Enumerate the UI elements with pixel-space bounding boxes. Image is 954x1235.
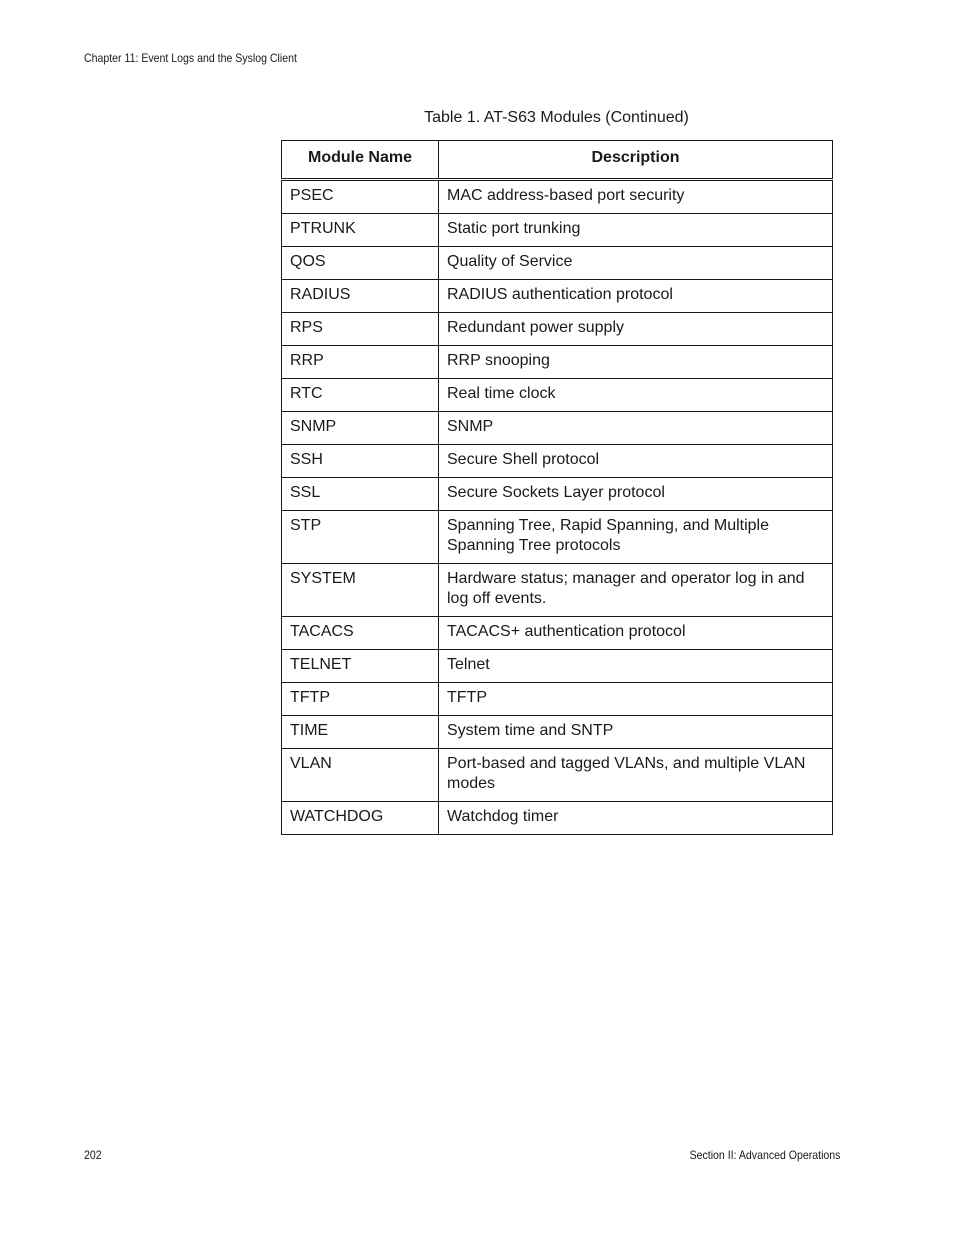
table-row xyxy=(282,179,833,213)
module-name-cell: RPS xyxy=(282,312,439,345)
column-header-module-name: Module Name xyxy=(282,141,439,180)
table-row xyxy=(282,715,833,748)
module-name-cell: SSH xyxy=(282,444,439,477)
description-cell: MAC address-based port security xyxy=(439,179,833,213)
page-number: 202 xyxy=(84,1148,102,1162)
module-name-cell: RADIUS xyxy=(282,279,439,312)
module-name-cell: TFTP xyxy=(282,682,439,715)
table-row xyxy=(282,649,833,682)
description-cell: Watchdog timer xyxy=(439,801,833,834)
module-name-cell: WATCHDOG xyxy=(282,801,439,834)
module-name-cell: PSEC xyxy=(282,179,439,213)
module-name-cell: STP xyxy=(282,510,439,563)
table-row xyxy=(282,312,833,345)
module-name-cell: SSL xyxy=(282,477,439,510)
module-name-cell: SYSTEM xyxy=(282,563,439,616)
module-name-cell: QOS xyxy=(282,246,439,279)
table-row xyxy=(282,345,833,378)
description-cell: Spanning Tree, Rapid Spanning, and Multiple Spanning Tree protocols xyxy=(439,510,833,563)
table-row xyxy=(282,748,833,801)
modules-table xyxy=(281,140,832,835)
table-row xyxy=(282,444,833,477)
module-name-cell: VLAN xyxy=(282,748,439,801)
module-name-cell: RTC xyxy=(282,378,439,411)
description-cell: Redundant power supply xyxy=(439,312,833,345)
table-row xyxy=(282,213,833,246)
description-cell: Port-based and tagged VLANs, and multiple VLAN modes xyxy=(439,748,833,801)
table-header-row xyxy=(282,141,833,180)
footer-section: Section II: Advanced Operations xyxy=(689,1148,840,1162)
table-row xyxy=(282,801,833,834)
description-cell: RADIUS authentication protocol xyxy=(439,279,833,312)
description-cell: Quality of Service xyxy=(439,246,833,279)
description-cell: System time and SNTP xyxy=(439,715,833,748)
description-cell: Hardware status; manager and operator log in and log off events. xyxy=(439,563,833,616)
column-header-description: Description xyxy=(439,141,833,180)
table-row xyxy=(282,563,833,616)
module-name-cell: SNMP xyxy=(282,411,439,444)
running-header: Chapter 11: Event Logs and the Syslog Client xyxy=(84,51,297,65)
description-cell: Telnet xyxy=(439,649,833,682)
description-cell: Secure Sockets Layer protocol xyxy=(439,477,833,510)
description-cell: Static port trunking xyxy=(439,213,833,246)
module-name-cell: TIME xyxy=(282,715,439,748)
table-caption: Table 1. AT-S63 Modules (Continued) xyxy=(424,109,689,126)
table-row xyxy=(282,510,833,563)
module-name-cell: TACACS xyxy=(282,616,439,649)
table-row xyxy=(282,616,833,649)
table-row xyxy=(282,411,833,444)
description-cell: SNMP xyxy=(439,411,833,444)
module-name-cell: RRP xyxy=(282,345,439,378)
description-cell: TFTP xyxy=(439,682,833,715)
table-row xyxy=(282,279,833,312)
table-row xyxy=(282,378,833,411)
module-name-cell: PTRUNK xyxy=(282,213,439,246)
description-cell: RRP snooping xyxy=(439,345,833,378)
table-row xyxy=(282,246,833,279)
table-row xyxy=(282,682,833,715)
table-row xyxy=(282,477,833,510)
description-cell: TACACS+ authentication protocol xyxy=(439,616,833,649)
description-cell: Real time clock xyxy=(439,378,833,411)
module-name-cell: TELNET xyxy=(282,649,439,682)
description-cell: Secure Shell protocol xyxy=(439,444,833,477)
